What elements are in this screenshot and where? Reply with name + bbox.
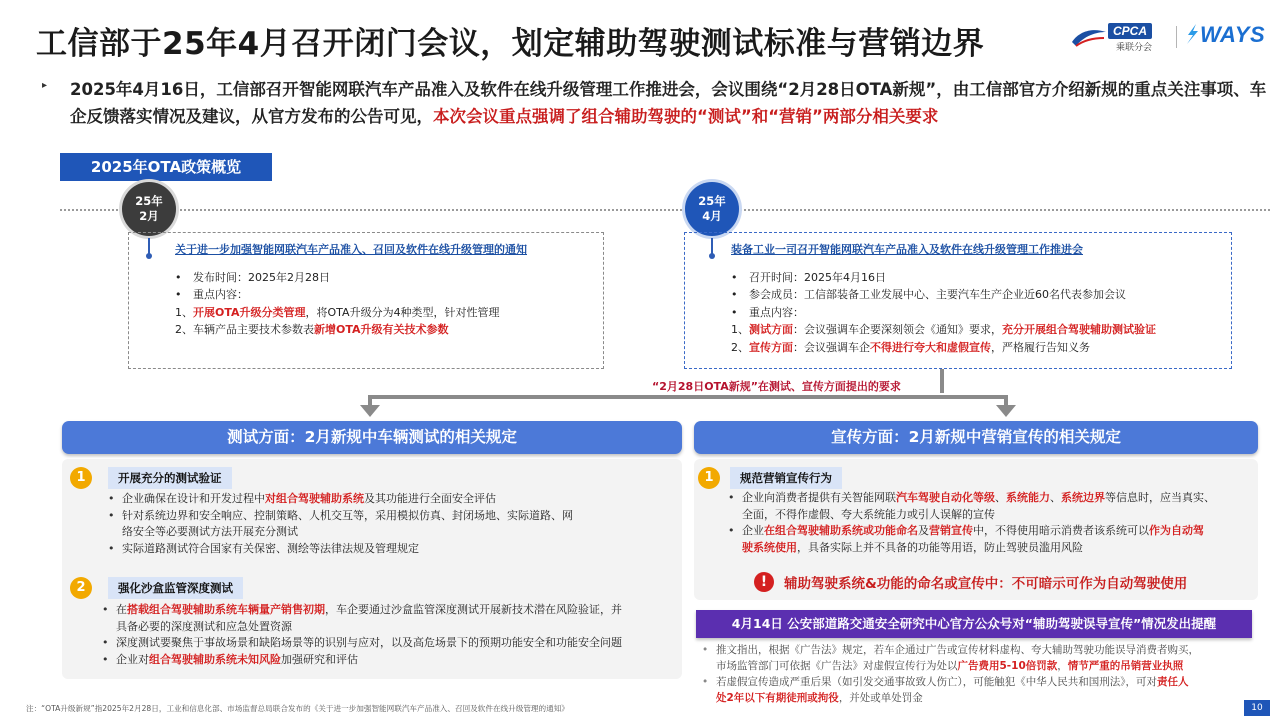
section-tag: 规范营销宣传行为 <box>730 467 842 489</box>
notice-list <box>700 642 1268 706</box>
cpca-swoosh-icon <box>1070 26 1108 48</box>
ways-mark-icon <box>1184 23 1200 45</box>
warning-text: 辅助驾驶系统&功能的命名或宣传中：不可暗示可作为自动驾驶使用 <box>784 576 1188 592</box>
list-item: • 实际道路测试符合国家有关保密、测绘等法律法规及管理规定 <box>106 541 666 558</box>
ways-logo-text: WAYS <box>1200 22 1266 47</box>
page-number: 10 <box>1244 700 1270 716</box>
event-line-publish: • 发布时间：2025年2月28日 <box>175 270 330 284</box>
marketing-list <box>726 490 1254 556</box>
test-section2-list <box>100 602 676 668</box>
number-badge: 1 <box>698 467 720 489</box>
logo-group <box>1064 20 1274 54</box>
cpca-logo-text: CPCA <box>1108 23 1152 39</box>
cpca-logo-subtext: 乘联分会 <box>1116 43 1153 53</box>
timeline-line <box>60 209 1270 211</box>
list-item: • 若虚假宣传造成严重后果（如引发交通事故致人伤亡），可能触犯《中华人民共和国刑法》，可对责任人 处2年以下有期徒刑或拘役，并处或单处罚金 <box>700 674 1268 706</box>
cpca-logo <box>1068 22 1164 53</box>
event-line-item1: 1、开展OTA升级分类管理，将OTA升级分为4种类型，针对性管理 <box>175 305 500 319</box>
list-item: • 企业对组合驾驶辅助系统未知风险加强研究和评估 <box>100 652 676 669</box>
ways-logo <box>1184 22 1265 48</box>
connector-line <box>940 369 944 393</box>
timeline-node-apr <box>685 182 739 236</box>
event-line-key: • 重点内容： <box>175 288 248 302</box>
number-badge: 1 <box>70 467 92 489</box>
event-title: 关于进一步加强智能网联汽车产品准入、召回及软件在线升级管理的通知 <box>175 243 527 256</box>
policy-overview-tag: 2025年OTA政策概览 <box>60 153 272 181</box>
node-month: 4月 <box>702 209 722 223</box>
event-line-time: • 召开时间：2025年4月16日 <box>731 270 886 284</box>
timeline-stem-dot <box>709 253 715 259</box>
list-item: • 企业确保在设计和开发过程中对组合驾驶辅助系统及其功能进行全面安全评估 <box>106 491 666 508</box>
node-month: 2月 <box>139 209 159 223</box>
list-item: • 企业在组合驾驶辅助系统或功能命名及营销宣传中，不得使用暗示消费者该系统可以作为自动驾 驶系统使用，具备实际上并不具备的功能等用语，防止驾驶员滥用风险 <box>726 523 1254 556</box>
marketing-panel-title: 宣传方面：2月新规中营销宣传的相关规定 <box>694 421 1258 454</box>
connector-label: “2月28日OTA新规”在测试、宣传方面提出的要求 <box>652 380 901 393</box>
test-section1-list <box>106 491 666 557</box>
event-card-feb <box>128 232 604 369</box>
node-year: 25年 <box>698 194 726 208</box>
event-line-item1: 1、测试方面：会议强调车企要深刻领会《通知》要求，充分开展组合驾驶辅助测试验证 <box>731 323 1156 337</box>
number-badge: 2 <box>70 577 92 599</box>
arrow-down-icon <box>996 405 1016 417</box>
notice-title: 4月14日 公安部道路交通安全研究中心官方公众号对“辅助驾驶误导宣传”情况发出提醒 <box>696 610 1252 638</box>
footnote: 注：“OTA升级新规”指2025年2月28日，工业和信息化部、市场监督总局联合发布的《关于进一步加强智能网联汽车产品准入、召回及软件在线升级管理的通知》 <box>26 704 569 713</box>
list-item: • 企业向消费者提供有关智能网联汽车驾驶自动化等级、系统能力、系统边界等信息时，应当真实、 全面，不得作虚假、夸大系统能力或引人误解的宣传 <box>726 490 1254 523</box>
event-card-apr <box>684 232 1232 369</box>
test-panel-title: 测试方面：2月新规中车辆测试的相关规定 <box>62 421 682 454</box>
timeline-stem-dot <box>146 253 152 259</box>
event-line-item2: 2、车辆产品主要技术参数表新增OTA升级有关技术参数 <box>175 323 449 337</box>
event-line-item2: 2、宣传方面：会议强调车企不得进行夸大和虚假宣传，严格履行告知义务 <box>731 340 1090 354</box>
arrow-down-icon <box>360 405 380 417</box>
list-item: • 推文指出，根据《广告法》规定，若车企通过广告或宣传材料虚构、夸大辅助驾驶功能误导消费者购买， 市场监管部门可依据《广告法》对虚假宣传行为处以广告费用5-10倍罚款，情节严重的吊销营业执照 <box>700 642 1268 674</box>
intro-text: 2025年4月16日，工信部召开智能网联汽车产品准入及软件在线升级管理工作推进会，会议围绕“2月28日OTA新规”，由工信部官方介绍新规的重点关注事项、车企反馈落实情况及建议，从官方发布的公告可见， <box>70 80 1267 126</box>
event-line-key: • 重点内容： <box>731 305 804 319</box>
connector-line <box>368 395 1008 399</box>
logo-divider <box>1176 26 1177 48</box>
page-title: 工信部于25年4月召开闭门会议，划定辅助驾驶测试标准与营销边界 <box>36 26 985 62</box>
list-item: • 深度测试要聚焦于事故场景和缺陷场景等的识别与应对，以及高危场景下的预期功能安全和功能安全问题 <box>100 635 676 652</box>
section-tag: 开展充分的测试验证 <box>108 467 232 489</box>
intro-paragraph <box>70 76 1270 130</box>
timeline-node-feb <box>122 182 176 236</box>
node-year: 25年 <box>135 194 163 208</box>
list-item: • 针对系统边界和安全响应、控制策略、人机交互等，采用模拟仿真、封闭场地、实际道路、网 络安全等必要测试方法开展充分测试 <box>106 508 666 541</box>
list-item: • 在搭载组合驾驶辅助系统车辆量产销售初期，车企要通过沙盒监管深度测试开展新技术潜在风险验证，并 具备必要的深度测试和应急处置资源 <box>100 602 676 635</box>
event-title: 装备工业一司召开智能网联汽车产品准入及软件在线升级管理工作推进会 <box>731 243 1083 256</box>
intro-bullet-icon: ▸ <box>42 80 48 91</box>
section-tag: 强化沙盒监管深度测试 <box>108 577 243 599</box>
event-line-members: • 参会成员：工信部装备工业发展中心、主要汽车生产企业近60名代表参加会议 <box>731 288 1126 302</box>
warning-icon: ! <box>754 572 774 592</box>
intro-highlight: 本次会议重点强调了组合辅助驾驶的“测试”和“营销”两部分相关要求 <box>433 107 939 126</box>
